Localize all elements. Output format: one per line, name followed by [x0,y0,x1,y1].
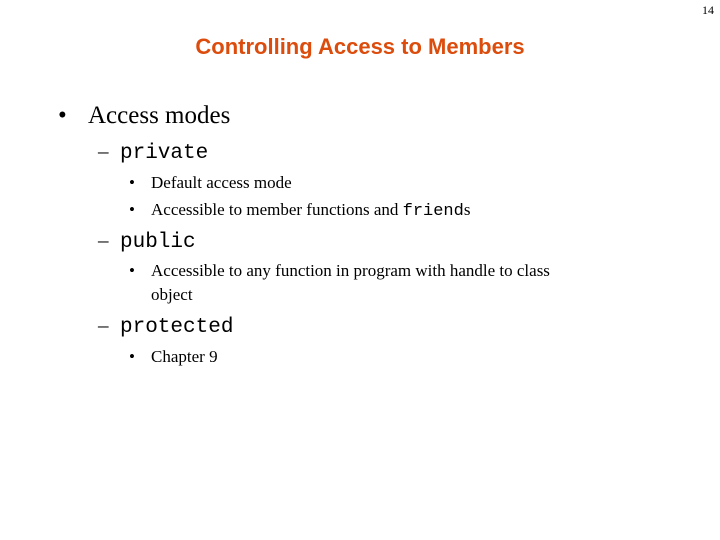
protected-item-text: Chapter 9 [151,347,218,366]
protected-item-chapter [129,345,218,369]
private-item-text-before: Accessible to member functions and [151,200,403,219]
bullet-dot: • [129,173,135,192]
dash-marker: – [98,228,109,252]
private-item-text-after: s [463,200,471,219]
bullet-dot: • [129,347,135,366]
mode-protected-keyword: protected [120,316,234,339]
page-number: 14 [702,3,714,17]
dash-marker: – [98,313,109,337]
mode-public-keyword: public [120,231,196,254]
bullet-access-modes-label: Access modes [88,102,231,129]
bullet-dot: • [129,200,135,219]
slide-title: Controlling Access to Members [195,34,525,59]
private-item-default-text: Default access mode [151,173,292,192]
bullet-dot: • [129,261,135,280]
bullet-access-modes [58,102,230,130]
bullet-dot: • [58,102,67,129]
public-item-line2: object [151,285,193,304]
mode-protected [98,313,233,339]
mode-private [98,139,208,165]
friend-keyword: friend [402,202,464,221]
private-item-accessible [129,198,470,224]
public-item-line1: Accessible to any function in program with handle to class [151,261,550,280]
mode-private-keyword: private [120,142,209,165]
public-item-accessible [129,259,550,307]
private-item-default [129,171,292,195]
dash-marker: – [98,139,109,163]
mode-public [98,228,196,254]
